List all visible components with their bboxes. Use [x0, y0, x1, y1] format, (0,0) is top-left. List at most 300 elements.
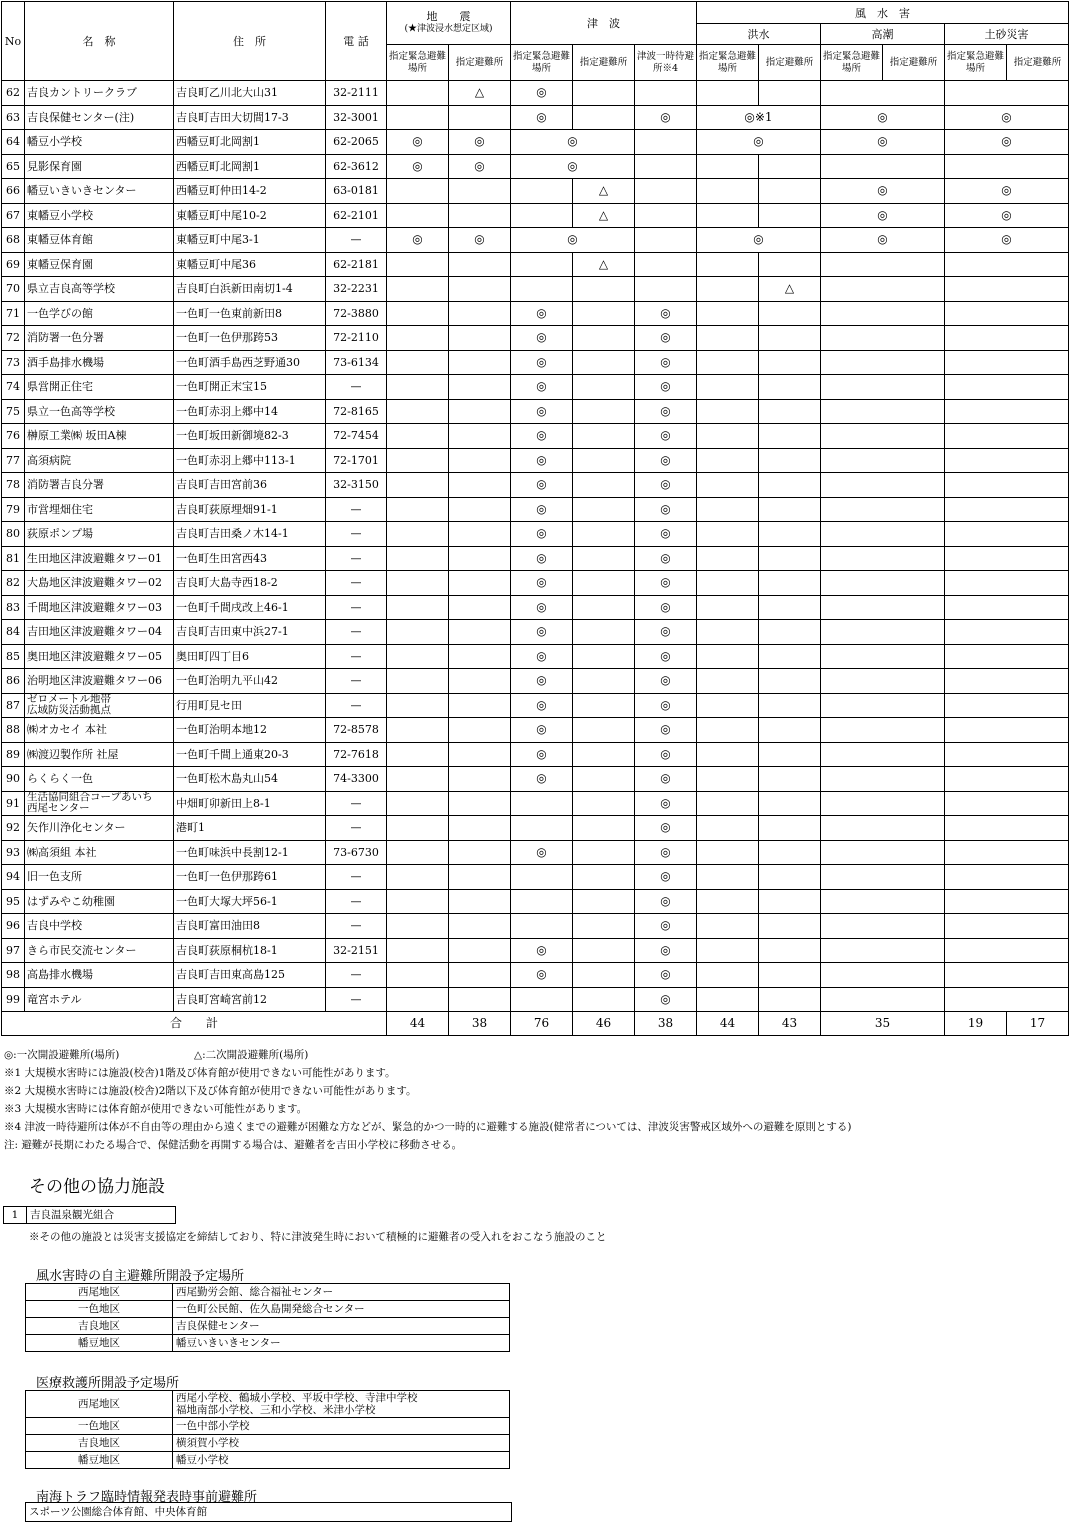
row-eq-emergency [387, 865, 449, 890]
row-ts-temp: ◎ [635, 375, 697, 400]
row-ts-shelter [573, 81, 635, 106]
row-landslide: ◎ [945, 179, 1069, 204]
voluntary-place: 幡豆いきいきセンター [173, 1335, 510, 1352]
row-eq-shelter [449, 399, 511, 424]
row-high-tide [821, 595, 945, 620]
row-eq-emergency [387, 791, 449, 816]
note-5: 注: 避難が長期にわたる場合で、保健活動を再開する場合は、避難者を吉田小学校に移動させる。 [4, 1139, 463, 1151]
row-phone: 73-6730 [326, 840, 387, 865]
row-no: 75 [2, 399, 25, 424]
voluntary-table [25, 1283, 510, 1352]
row-no: 85 [2, 644, 25, 669]
row-phone: 62-3612 [326, 154, 387, 179]
row-landslide [945, 767, 1069, 792]
row-high-tide [821, 987, 945, 1012]
row-address: 一色町開正末宝15 [174, 375, 326, 400]
row-fl-shelter [759, 203, 821, 228]
coop-title: その他の協力施設 [29, 1177, 165, 1197]
row-ts-shelter [573, 522, 635, 547]
row-high-tide [821, 889, 945, 914]
row-name: 吉良カントリークラブ [25, 81, 174, 106]
voluntary-area: 一色地区 [26, 1301, 173, 1318]
row-no: 62 [2, 81, 25, 106]
row-fl-shelter [759, 424, 821, 449]
medical-place: 幡豆小学校 [173, 1452, 510, 1469]
row-eq-emergency [387, 987, 449, 1012]
row-ts-shelter [573, 644, 635, 669]
medical-area: 一色地区 [26, 1418, 173, 1435]
row-eq-shelter [449, 473, 511, 498]
row-fl-shelter [759, 571, 821, 596]
row-eq-shelter [449, 326, 511, 351]
row-ts-shelter [573, 963, 635, 988]
row-no: 96 [2, 914, 25, 939]
row-address: 西幡豆町仲田14-2 [174, 179, 326, 204]
row-fl-emergency [697, 399, 759, 424]
row-ts-emergency [511, 914, 573, 939]
row-eq-shelter [449, 571, 511, 596]
row-ts-temp: ◎ [635, 963, 697, 988]
row-address: 一色町治明九平山42 [174, 669, 326, 694]
row-ts-shelter [573, 497, 635, 522]
table-row [2, 375, 1069, 400]
row-fl-emergency [697, 938, 759, 963]
row-eq-emergency [387, 350, 449, 375]
row-no: 68 [2, 228, 25, 253]
row-fl-shelter [759, 326, 821, 351]
row-flood: ◎※1 [697, 105, 821, 130]
row-eq-shelter: △ [449, 81, 511, 106]
row-landslide [945, 865, 1069, 890]
shelter-table [1, 1, 1069, 1036]
voluntary-row [26, 1301, 510, 1318]
row-phone: — [326, 595, 387, 620]
row-fl-emergency [697, 350, 759, 375]
row-landslide [945, 963, 1069, 988]
row-no: 76 [2, 424, 25, 449]
header-flood: 洪水 [697, 24, 821, 45]
row-eq-shelter [449, 424, 511, 449]
row-ts-shelter [573, 277, 635, 302]
row-landslide [945, 448, 1069, 473]
row-high-tide [821, 399, 945, 424]
row-fl-emergency [697, 644, 759, 669]
row-landslide [945, 497, 1069, 522]
row-ts-emergency: ◎ [511, 595, 573, 620]
table-row [2, 203, 1069, 228]
row-ts-temp: ◎ [635, 326, 697, 351]
row-phone: — [326, 791, 387, 816]
row-phone: 32-3150 [326, 473, 387, 498]
row-high-tide [821, 81, 945, 106]
row-name: 旧一色支所 [25, 865, 174, 890]
row-name: 吉良中学校 [25, 914, 174, 939]
row-ts-shelter [573, 350, 635, 375]
row-ts-temp: ◎ [635, 816, 697, 841]
row-eq-shelter [449, 767, 511, 792]
table-row [2, 816, 1069, 841]
row-high-tide: ◎ [821, 203, 945, 228]
row-ts-shelter [573, 669, 635, 694]
row-landslide [945, 718, 1069, 743]
row-address: 一色町一色東前新田8 [174, 301, 326, 326]
table-row [2, 791, 1069, 816]
row-ts-temp: ◎ [635, 938, 697, 963]
row-ts-emergency: ◎ [511, 522, 573, 547]
row-ts-emergency: ◎ [511, 620, 573, 645]
row-ts-temp: ◎ [635, 350, 697, 375]
row-fl-emergency [697, 669, 759, 694]
table-body [2, 81, 1069, 1012]
row-fl-emergency [697, 914, 759, 939]
row-no: 86 [2, 669, 25, 694]
table-row [2, 644, 1069, 669]
row-fl-emergency [697, 865, 759, 890]
row-ts-emergency [511, 179, 573, 204]
row-fl-emergency [697, 840, 759, 865]
row-ts-emergency: ◎ [511, 963, 573, 988]
row-address: 奥田町四丁目6 [174, 644, 326, 669]
row-ts-shelter [573, 399, 635, 424]
row-address: 一色町一色伊那跨53 [174, 326, 326, 351]
row-fl-shelter [759, 301, 821, 326]
row-landslide [945, 669, 1069, 694]
row-eq-shelter [449, 914, 511, 939]
row-eq-shelter [449, 595, 511, 620]
row-phone: — [326, 497, 387, 522]
row-address: 一色町大塚大坪56-1 [174, 889, 326, 914]
medical-row [26, 1391, 510, 1418]
total-value: 44 [697, 1012, 759, 1036]
row-ts-emergency: ◎ [511, 693, 573, 718]
row-eq-emergency [387, 938, 449, 963]
row-fl-shelter [759, 644, 821, 669]
row-high-tide: ◎ [821, 130, 945, 155]
row-landslide [945, 301, 1069, 326]
row-fl-emergency [697, 154, 759, 179]
row-fl-shelter [759, 889, 821, 914]
row-high-tide [821, 252, 945, 277]
row-high-tide [821, 277, 945, 302]
row-eq-emergency [387, 326, 449, 351]
row-ts-temp: ◎ [635, 791, 697, 816]
row-phone: — [326, 571, 387, 596]
row-fl-emergency [697, 424, 759, 449]
row-high-tide [821, 865, 945, 890]
row-address: 一色町生田宮西43 [174, 546, 326, 571]
row-name: 東幡豆保育園 [25, 252, 174, 277]
row-no: 78 [2, 473, 25, 498]
row-name: 大島地区津波避難タワー02 [25, 571, 174, 596]
row-eq-emergency: ◎ [387, 130, 449, 155]
row-name: 矢作川浄化センター [25, 816, 174, 841]
row-fl-emergency [697, 497, 759, 522]
table-row [2, 448, 1069, 473]
row-ts-emergency: ◎ [511, 669, 573, 694]
voluntary-row [26, 1284, 510, 1301]
row-ts-emergency: ◎ [511, 448, 573, 473]
row-name: 高島排水機場 [25, 963, 174, 988]
row-address: 一色町治明本地12 [174, 718, 326, 743]
row-eq-emergency [387, 252, 449, 277]
row-phone: 72-7454 [326, 424, 387, 449]
row-name: はずみやこ幼稚園 [25, 889, 174, 914]
row-eq-shelter [449, 963, 511, 988]
row-fl-shelter: △ [759, 277, 821, 302]
row-high-tide [821, 914, 945, 939]
row-fl-emergency [697, 889, 759, 914]
row-no: 74 [2, 375, 25, 400]
row-fl-emergency [697, 742, 759, 767]
row-eq-shelter [449, 644, 511, 669]
row-name: 消防署吉良分署 [25, 473, 174, 498]
row-phone: 72-7618 [326, 742, 387, 767]
row-address: 西幡豆町北岡割1 [174, 130, 326, 155]
table-row [2, 938, 1069, 963]
table-row [2, 865, 1069, 890]
row-ts-temp: ◎ [635, 865, 697, 890]
table-row [2, 424, 1069, 449]
table-row [2, 840, 1069, 865]
row-eq-emergency [387, 840, 449, 865]
row-eq-emergency [387, 179, 449, 204]
row-no: 92 [2, 816, 25, 841]
row-ts-temp: ◎ [635, 889, 697, 914]
table-row [2, 914, 1069, 939]
row-ts-emergency [511, 252, 573, 277]
row-no: 87 [2, 693, 25, 718]
row-eq-emergency [387, 497, 449, 522]
row-fl-emergency [697, 473, 759, 498]
row-landslide [945, 987, 1069, 1012]
row-phone: 72-8578 [326, 718, 387, 743]
row-name: 消防署一色分署 [25, 326, 174, 351]
table-row [2, 473, 1069, 498]
row-no: 81 [2, 546, 25, 571]
row-name: 治明地区津波避難タワー06 [25, 669, 174, 694]
row-landslide [945, 571, 1069, 596]
row-phone: — [326, 644, 387, 669]
row-no: 69 [2, 252, 25, 277]
row-ts-emergency: ◎ [511, 546, 573, 571]
row-name: ㈱オカセイ 本社 [25, 718, 174, 743]
row-eq-emergency [387, 693, 449, 718]
row-landslide [945, 546, 1069, 571]
row-address: 一色町松木島丸山54 [174, 767, 326, 792]
row-eq-emergency: ◎ [387, 154, 449, 179]
row-ts-temp: ◎ [635, 669, 697, 694]
row-high-tide [821, 375, 945, 400]
row-name: ㈱高須組 本社 [25, 840, 174, 865]
row-fl-shelter [759, 693, 821, 718]
notes [4, 1046, 852, 1154]
table-row [2, 399, 1069, 424]
table-row [2, 718, 1069, 743]
row-eq-emergency [387, 571, 449, 596]
row-no: 82 [2, 571, 25, 596]
row-name: ゼロメートル地帯 広域防災活動拠点 [25, 693, 174, 718]
row-eq-shelter [449, 742, 511, 767]
medical-place: 横須賀小学校 [173, 1435, 510, 1452]
row-phone: — [326, 865, 387, 890]
row-eq-emergency [387, 620, 449, 645]
row-no: 83 [2, 595, 25, 620]
row-eq-emergency [387, 473, 449, 498]
row-address: 一色町酒手島西芝野通30 [174, 350, 326, 375]
row-address: 吉良町荻原桐杭18-1 [174, 938, 326, 963]
row-landslide [945, 644, 1069, 669]
total-value: 76 [511, 1012, 573, 1036]
row-address: 一色町千間上通東20-3 [174, 742, 326, 767]
sub-fl-shelter: 指定避難所 [759, 45, 821, 81]
row-ts-temp: ◎ [635, 644, 697, 669]
row-eq-shelter [449, 987, 511, 1012]
row-no: 79 [2, 497, 25, 522]
row-ts-emergency: ◎ [511, 644, 573, 669]
row-high-tide [821, 301, 945, 326]
nankai-place: スポーツ公園総合体育館、中央体育館 [26, 1503, 512, 1522]
medical-title: 医療救護所開設予定場所 [36, 1376, 180, 1391]
row-address: 一色町味浜中長割12-1 [174, 840, 326, 865]
row-phone: 72-1701 [326, 448, 387, 473]
row-landslide [945, 154, 1069, 179]
row-landslide [945, 816, 1069, 841]
row-ts-emergency: ◎ [511, 938, 573, 963]
total-value: 43 [759, 1012, 821, 1036]
table-row [2, 742, 1069, 767]
row-name: 一色学びの館 [25, 301, 174, 326]
row-name: 幡豆いきいきセンター [25, 179, 174, 204]
row-ts-emergency: ◎ [511, 350, 573, 375]
row-ts-emergency: ◎ [511, 571, 573, 596]
row-no: 65 [2, 154, 25, 179]
table-row [2, 277, 1069, 302]
row-address: 一色町千間戌改上46-1 [174, 595, 326, 620]
row-high-tide [821, 350, 945, 375]
row-landslide [945, 350, 1069, 375]
table-row [2, 497, 1069, 522]
earthquake-note: (★津波浸水想定区域) [404, 24, 493, 34]
row-address: 東幡豆町中尾3-1 [174, 228, 326, 253]
row-fl-emergency [697, 179, 759, 204]
medical-row [26, 1418, 510, 1435]
row-name: 東幡豆小学校 [25, 203, 174, 228]
sub-ts-emergency: 指定緊急避難場所 [511, 45, 573, 81]
note-2: ※2 大規模水害時には施設(校舎)2階以下及び体育館が使用できない可能性があります。 [4, 1085, 417, 1097]
row-fl-emergency [697, 522, 759, 547]
voluntary-area: 西尾地区 [26, 1284, 173, 1301]
earthquake-label: 地 震 [426, 10, 471, 23]
medical-row [26, 1452, 510, 1469]
sub-ts-temp: 津波一時待避所※4 [635, 45, 697, 81]
row-fl-shelter [759, 350, 821, 375]
row-eq-emergency [387, 301, 449, 326]
row-fl-emergency [697, 620, 759, 645]
row-ts-temp: ◎ [635, 301, 697, 326]
note-1: ※1 大規模水害時には施設(校舎)1階及び体育館が使用できない可能性があります。 [4, 1067, 396, 1079]
row-phone: 72-3880 [326, 301, 387, 326]
row-eq-emergency [387, 595, 449, 620]
row-no: 80 [2, 522, 25, 547]
row-landslide [945, 473, 1069, 498]
row-ts-temp: ◎ [635, 693, 697, 718]
legend [4, 1046, 852, 1064]
row-landslide: ◎ [945, 203, 1069, 228]
row-no: 88 [2, 718, 25, 743]
row-fl-shelter [759, 448, 821, 473]
total-value: 38 [635, 1012, 697, 1036]
row-ts-temp [635, 154, 697, 179]
header-phone: 電 話 [326, 2, 387, 81]
total-value: 17 [1007, 1012, 1069, 1036]
row-ts-emergency: ◎ [511, 301, 573, 326]
row-ts-shelter [573, 620, 635, 645]
row-eq-shelter [449, 448, 511, 473]
row-fl-emergency [697, 816, 759, 841]
row-phone: 62-2065 [326, 130, 387, 155]
row-high-tide [821, 522, 945, 547]
row-high-tide [821, 791, 945, 816]
row-ts-temp: ◎ [635, 473, 697, 498]
total-label: 合 計 [2, 1012, 387, 1036]
row-address: 中畑町卯新田上8-1 [174, 791, 326, 816]
sub-ls-emergency: 指定緊急避難場所 [945, 45, 1007, 81]
row-fl-shelter [759, 179, 821, 204]
row-landslide [945, 595, 1069, 620]
row-ts-shelter [573, 595, 635, 620]
table-row [2, 963, 1069, 988]
row-ts-shelter [573, 865, 635, 890]
row-ts-emergency: ◎ [511, 326, 573, 351]
row-phone: — [326, 987, 387, 1012]
row-landslide [945, 693, 1069, 718]
row-ts-temp [635, 228, 697, 253]
row-address: 西幡豆町北岡割1 [174, 154, 326, 179]
row-high-tide [821, 767, 945, 792]
row-ts-temp: ◎ [635, 399, 697, 424]
row-high-tide [821, 448, 945, 473]
row-name: 高須病院 [25, 448, 174, 473]
row-eq-emergency [387, 424, 449, 449]
total-value: 46 [573, 1012, 635, 1036]
row-eq-emergency [387, 914, 449, 939]
row-ts-emergency: ◎ [511, 742, 573, 767]
header-high-tide: 高潮 [821, 24, 945, 45]
row-fl-emergency [697, 718, 759, 743]
row-phone: — [326, 228, 387, 253]
row-eq-shelter [449, 375, 511, 400]
row-ts-temp: ◎ [635, 571, 697, 596]
row-phone: 62-2181 [326, 252, 387, 277]
coop-table [3, 1206, 176, 1224]
row-address: 吉良町富田油田8 [174, 914, 326, 939]
row-fl-shelter [759, 987, 821, 1012]
row-ts-emergency [511, 889, 573, 914]
row-high-tide: ◎ [821, 105, 945, 130]
row-address: 吉良町吉田桑ノ木14-1 [174, 522, 326, 547]
row-eq-shelter [449, 669, 511, 694]
row-ts-temp: ◎ [635, 448, 697, 473]
row-name: 県立吉良高等学校 [25, 277, 174, 302]
row-address: 一色町一色伊那跨61 [174, 865, 326, 890]
table-row [2, 326, 1069, 351]
row-name: 竜宮ホテル [25, 987, 174, 1012]
row-no: 90 [2, 767, 25, 792]
row-fl-shelter [759, 473, 821, 498]
row-name: 榊原工業㈱ 坂田A棟 [25, 424, 174, 449]
table-row [2, 571, 1069, 596]
row-fl-shelter [759, 252, 821, 277]
